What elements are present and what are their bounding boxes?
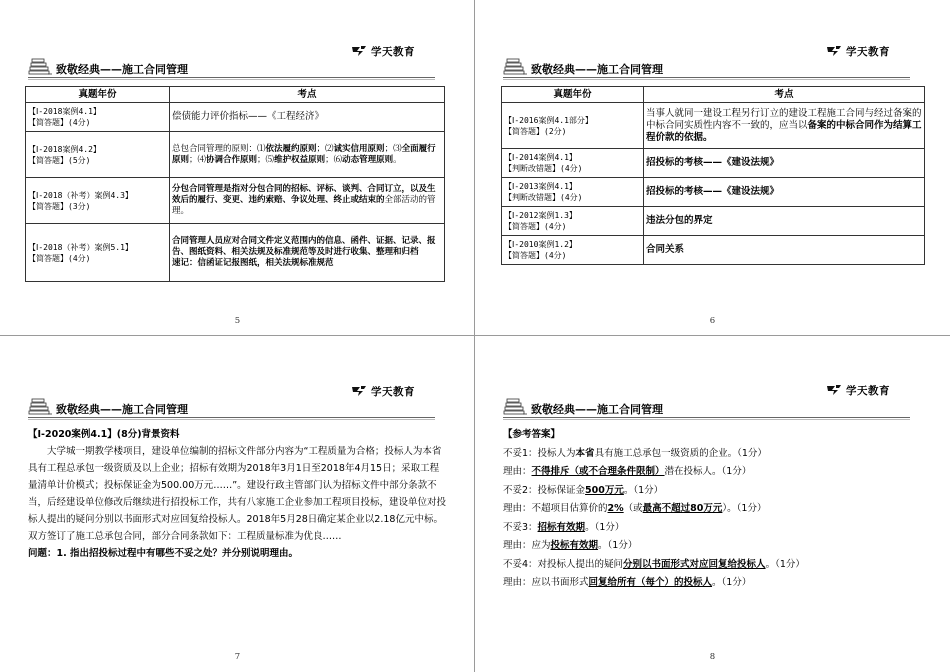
year-cell: 【Ⅰ-2018（补考）案例5.1】 【简答题】(4分) [26, 224, 170, 282]
books-icon [28, 398, 52, 416]
answer-keyword: 分别以书面形式对应回复给投标人 [623, 558, 766, 570]
question-text: 问题：1. 指出招投标过程中有哪些不妥之处？并分别说明理由。 [28, 548, 299, 559]
answer-text: 潜在投标人。（1分） [664, 466, 752, 477]
point-keyword: 诚实信用原则 [333, 143, 385, 154]
table-row [502, 103, 925, 149]
answer-title: 【参考答案】 [503, 429, 561, 440]
answer-keyword: 500万元 [585, 484, 624, 496]
point-keyword: 协调合作原则 [206, 154, 258, 165]
brand-logo [351, 44, 415, 58]
answer-line [503, 500, 923, 519]
point-cell: 招投标的考核——《建设法规》 [644, 149, 925, 178]
answer-text: 理由：不超项目估算价的 [503, 503, 608, 514]
slide-title: 致敬经典——施工合同管理 [56, 403, 188, 416]
point-cell [170, 224, 445, 282]
year-cell: 【Ⅰ-2010案例1.2】 【简答题】(4分) [502, 236, 644, 265]
answer-line [503, 482, 923, 501]
answer-text: 。（1分） [623, 484, 664, 496]
answer-line [503, 574, 923, 593]
slide-title: 致敬经典——施工合同管理 [531, 403, 663, 416]
brand-mark-icon [826, 384, 842, 396]
books-icon [503, 398, 527, 416]
books-icon [503, 58, 527, 76]
table-row [502, 207, 925, 236]
answer-keyword: 投标有效期 [550, 540, 599, 551]
point-text-bold: 备案的中标合同作为结算工程价款的依据。 [646, 119, 922, 143]
exam-table [25, 86, 445, 282]
brand-mark-icon [826, 45, 842, 57]
header-rule [503, 77, 910, 78]
year-cell: 【Ⅰ-2014案例4.1】 【判断改错题】(4分) [502, 149, 644, 178]
point-cell [170, 132, 445, 178]
answer-keyword: 招标有效期 [537, 521, 586, 533]
answer-text: ）。（1分） [722, 503, 767, 514]
slide-header [503, 398, 910, 418]
year-cell: 【Ⅰ-2018（补考）案例4.3】 【简答题】(3分) [26, 178, 170, 224]
answer-text: 不妥4：对投标人提出的疑问 [503, 558, 624, 570]
answer-keyword: 不得排斥（或不合理条件限制） [531, 466, 665, 477]
brand-name: 学天教育 [371, 45, 415, 58]
page-number: 7 [234, 652, 241, 662]
answer-body [503, 426, 923, 593]
point-text: ；⑶ [384, 143, 402, 154]
brand-name: 学天教育 [846, 45, 890, 58]
background-paragraph: 大学城一期教学楼项目，建设单位编制的招标文件部分内容为“工程质量为合格；投标人为本省具有工程总承包一级资质及以上企业；招标有效期为2018年3月1日至2018年4月15日；采取工程量清单计价模式；投标保证金为500.00万元……”。建设行政主管部门认为招标文件中部分条款不当，后经建设单位修改后继续进行招投标工作，共有八家施工企业参加工程项目投标，建设单位对投标人提出的疑问分别以书面形式对应回复给投标人。2018年5月28日确定某企业以2.18亿元中标。双方签订了施工总承包合同，部分合同条款如下：工程质量标准为优良…… [28, 446, 447, 542]
point-cell [644, 103, 925, 149]
point-keyword: 依法履约原则 [265, 143, 317, 154]
page-number: 5 [234, 316, 241, 326]
answer-text: 理由：应为 [503, 540, 551, 551]
case-body [28, 426, 448, 562]
column-header-year: 真题年份 [26, 87, 170, 103]
column-header-year: 真题年份 [502, 87, 644, 103]
answer-text: 理由：应以书面形式 [503, 577, 589, 588]
answer-keyword: 2% [607, 503, 624, 514]
exam-table [501, 86, 925, 265]
header-rule [28, 77, 435, 78]
page-number: 6 [709, 316, 716, 326]
year-cell: 【Ⅰ-2012案例1.3】 【简答题】(4分) [502, 207, 644, 236]
slide-header [28, 398, 435, 418]
answer-text: （或 [623, 503, 643, 514]
brand-logo [826, 44, 890, 58]
answer-text: 理由： [503, 466, 532, 477]
table-row [502, 178, 925, 207]
brand-name: 学天教育 [371, 385, 415, 398]
answer-line [503, 519, 923, 538]
column-header-point: 考点 [170, 87, 445, 103]
answer-line [503, 537, 923, 556]
point-text-bold: 合同管理人员应对合同文件定义范围内的信息、函件、证据、记录、报告、图纸资料、相关法规及标准规范等及时进行收集、整理和归档 [172, 236, 436, 257]
point-text: 总包合同管理的原则：⑴ [172, 143, 266, 154]
table-row [26, 178, 445, 224]
point-keyword: 全面履行原则 [172, 143, 436, 165]
case-subtitle: (8分)背景资料 [116, 429, 180, 440]
brand-name: 学天教育 [846, 384, 890, 397]
page-7 [0, 336, 475, 672]
point-text: 当事人就同一建设工程另行订立的建设工程施工合同与经过备案的中标合同实质性内容不一致的，应当以 [646, 107, 922, 131]
point-cell: 违法分包的界定 [644, 207, 925, 236]
point-text: 全部活动的管理。 [172, 195, 436, 216]
books-icon [28, 58, 52, 76]
page-8 [475, 336, 950, 672]
answer-text: 。（1分） [598, 540, 638, 551]
point-text: ；⑹ [325, 154, 343, 165]
answer-text: 。（1分） [585, 521, 625, 533]
table-row [26, 103, 445, 132]
answer-keyword: 最高不超过80万元 [642, 503, 723, 514]
brand-logo [351, 384, 415, 398]
point-mnemonic: 速记：信函证记报图纸，相关法规标准规范 [172, 258, 334, 268]
slide-header [503, 58, 910, 78]
answer-text: 不妥3： [503, 521, 538, 533]
point-text: ；⑸ [257, 154, 275, 165]
point-text: ；⑷ [189, 154, 207, 165]
table-row [26, 132, 445, 178]
case-id: 【Ⅰ-2020案例4.1】 [28, 429, 117, 440]
point-cell: 偿债能力评价指标——《工程经济》 [170, 103, 445, 132]
column-header-point: 考点 [644, 87, 925, 103]
answer-line [503, 463, 923, 482]
point-cell [170, 178, 445, 224]
year-cell: 【Ⅰ-2013案例4.1】 【判断改错题】(4分) [502, 178, 644, 207]
table-row [502, 236, 925, 265]
point-keyword: 动态管理原则 [342, 154, 394, 165]
answer-text: 不妥2：投标保证金 [503, 484, 586, 496]
header-rule-light [503, 419, 910, 420]
answer-line [503, 445, 923, 464]
answer-text: 。（1分） [765, 558, 805, 570]
point-text-bold: 分包合同管理是指对分包合同的招标、评标、谈判、合同订立，以及生效后的履行、变更、违约索赔、争议处理、终止或结束的 [172, 184, 436, 205]
table-row [502, 149, 925, 178]
header-rule [28, 417, 435, 418]
brand-mark-icon [351, 45, 367, 57]
point-keyword: 维护权益原则 [274, 154, 326, 165]
point-cell: 招投标的考核——《建设法规》 [644, 178, 925, 207]
table-row [26, 224, 445, 282]
slide-header [28, 58, 435, 78]
point-cell: 合同关系 [644, 236, 925, 265]
year-cell: 【Ⅰ-2018案例4.2】 【简答题】(5分) [26, 132, 170, 178]
year-cell: 【Ⅰ-2018案例4.1】 【简答题】(4分) [26, 103, 170, 132]
answer-text: 不妥1：投标人为 [503, 447, 576, 459]
point-text: ；⑵ [316, 143, 334, 154]
case-heading [28, 426, 448, 443]
header-rule-light [28, 79, 435, 80]
answer-keyword: 回复给所有（每个）的投标人 [588, 577, 713, 588]
point-text: 。 [393, 154, 402, 165]
answer-text: 。（1分） [712, 577, 752, 588]
page-6 [475, 0, 950, 336]
answer-line [503, 556, 923, 575]
page-number: 8 [709, 652, 716, 662]
slide-title: 致敬经典——施工合同管理 [531, 63, 663, 76]
answer-keyword: 本省 [575, 447, 595, 459]
answer-text: 具有施工总承包一级资质的企业。（1分） [594, 447, 767, 459]
brand-logo [826, 383, 890, 397]
header-rule [503, 417, 910, 418]
header-rule-light [28, 419, 435, 420]
slide-title: 致敬经典——施工合同管理 [56, 63, 188, 76]
brand-mark-icon [351, 385, 367, 397]
page-5 [0, 0, 475, 336]
header-rule-light [503, 79, 910, 80]
year-cell: 【Ⅰ-2016案例4.1部分】 【简答题】(2分) [502, 103, 644, 149]
